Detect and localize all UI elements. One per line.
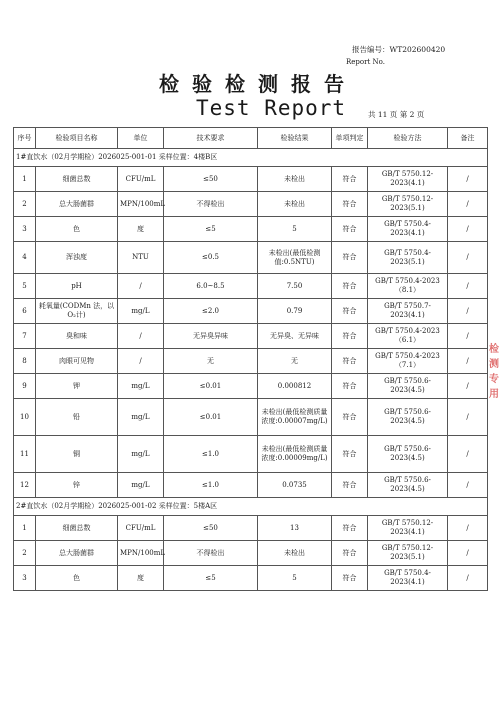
cell-method: GB/T 5750.6-2023(4.5) <box>368 473 448 498</box>
cell-method: GB/T 5750.12-2023(5.1) <box>368 541 448 566</box>
cell-method: GB/T 5750.4-2023(4.1) <box>368 566 448 591</box>
cell-unit: 度 <box>118 566 164 591</box>
cell-req: ≤1.0 <box>164 436 258 473</box>
table-row <box>14 473 488 498</box>
cell-note: / <box>448 167 488 192</box>
cell-method: GB/T 5750.4-2023(5.1) <box>368 242 448 274</box>
cell-result: 13 <box>258 516 332 541</box>
table-row <box>14 399 488 436</box>
cell-req: ≤5 <box>164 566 258 591</box>
cell-result: 未检出(最低检测质量浓度:0.00007mg/L) <box>258 399 332 436</box>
cell-note: / <box>448 324 488 349</box>
cell-req: ≤0.01 <box>164 399 258 436</box>
col-header: 技术要求 <box>164 128 258 149</box>
cell-unit: / <box>118 274 164 299</box>
cell-no: 3 <box>14 217 36 242</box>
section-row <box>14 149 488 167</box>
cell-method: GB/T 5750.4-2023（6.1） <box>368 324 448 349</box>
results-table <box>13 127 488 591</box>
cell-judge: 符合 <box>332 516 368 541</box>
table-row <box>14 516 488 541</box>
cell-req: 不得检出 <box>164 192 258 217</box>
col-header: 序号 <box>14 128 36 149</box>
cell-item: 锌 <box>36 473 118 498</box>
cell-no: 1 <box>14 516 36 541</box>
cell-result: 未检出(最低检测值:0.5NTU) <box>258 242 332 274</box>
cell-judge: 符合 <box>332 436 368 473</box>
cell-req: ≤0.5 <box>164 242 258 274</box>
cell-note: / <box>448 349 488 374</box>
cell-unit: MPN/100mL <box>118 541 164 566</box>
table-header-row <box>14 128 488 149</box>
table-row <box>14 167 488 192</box>
cell-judge: 符合 <box>332 541 368 566</box>
table-row <box>14 324 488 349</box>
cell-result: 未检出 <box>258 192 332 217</box>
table-row <box>14 541 488 566</box>
cell-method: GB/T 5750.4-2023(4.1) <box>368 217 448 242</box>
cell-no: 6 <box>14 299 36 324</box>
cell-unit: mg/L <box>118 399 164 436</box>
cell-judge: 符合 <box>332 274 368 299</box>
table-row <box>14 566 488 591</box>
cell-no: 5 <box>14 274 36 299</box>
cell-no: 1 <box>14 167 36 192</box>
cell-method: GB/T 5750.6-2023(4.5) <box>368 399 448 436</box>
cell-judge: 符合 <box>332 473 368 498</box>
cell-no: 4 <box>14 242 36 274</box>
cell-unit: 度 <box>118 217 164 242</box>
cell-note: / <box>448 473 488 498</box>
cell-no: 12 <box>14 473 36 498</box>
section-label: 2#直饮水（02月学期检）2026025-001-02 采样位置：5楼A区 <box>14 498 488 516</box>
cell-unit: mg/L <box>118 299 164 324</box>
cell-judge: 符合 <box>332 374 368 399</box>
cell-result: 无异臭、无异味 <box>258 324 332 349</box>
cell-req: 无 <box>164 349 258 374</box>
seal-stamp: 检 测 专 用 <box>489 344 499 400</box>
cell-req: ≤2.0 <box>164 299 258 324</box>
page-indicator: 共 11 页 第 2 页 <box>368 110 425 119</box>
cell-item: 细菌总数 <box>36 516 118 541</box>
cell-item: 色 <box>36 566 118 591</box>
cell-judge: 符合 <box>332 566 368 591</box>
cell-note: / <box>448 436 488 473</box>
cell-unit: mg/L <box>118 374 164 399</box>
report-number: 报告编号：WT202600420 <box>352 45 446 54</box>
cell-method: GB/T 5750.12-2023(4.1) <box>368 516 448 541</box>
cell-method: GB/T 5750.12-2023(5.1) <box>368 192 448 217</box>
cell-result: 0.0735 <box>258 473 332 498</box>
cell-item: 浑浊度 <box>36 242 118 274</box>
cell-no: 9 <box>14 374 36 399</box>
cell-no: 7 <box>14 324 36 349</box>
cell-item: 色 <box>36 217 118 242</box>
cell-note: / <box>448 217 488 242</box>
cell-result: 5 <box>258 566 332 591</box>
cell-note: / <box>448 399 488 436</box>
cell-result: 7.50 <box>258 274 332 299</box>
cell-note: / <box>448 274 488 299</box>
cell-unit: mg/L <box>118 436 164 473</box>
table-row <box>14 436 488 473</box>
cell-note: / <box>448 192 488 217</box>
cell-item: 臭和味 <box>36 324 118 349</box>
cell-no: 2 <box>14 541 36 566</box>
cell-judge: 符合 <box>332 349 368 374</box>
table-row <box>14 349 488 374</box>
cell-note: / <box>448 299 488 324</box>
col-header: 备注 <box>448 128 488 149</box>
cell-unit: NTU <box>118 242 164 274</box>
cell-req: 不得检出 <box>164 541 258 566</box>
cell-note: / <box>448 541 488 566</box>
table-row <box>14 217 488 242</box>
cell-method: GB/T 5750.4-2023（7.1） <box>368 349 448 374</box>
section-label: 1#直饮水（02月学期检）2026025-001-01 采样位置：4楼B区 <box>14 149 488 167</box>
cell-unit: MPN/100mL <box>118 192 164 217</box>
cell-req: 6.0~8.5 <box>164 274 258 299</box>
cell-result: 0.79 <box>258 299 332 324</box>
cell-result: 无 <box>258 349 332 374</box>
cell-method: GB/T 5750.4-2023（8.1） <box>368 274 448 299</box>
cell-note: / <box>448 516 488 541</box>
cell-req: 无异臭异味 <box>164 324 258 349</box>
cell-method: GB/T 5750.7-2023(4.1) <box>368 299 448 324</box>
table-row <box>14 242 488 274</box>
cell-item: 铅 <box>36 399 118 436</box>
cell-no: 10 <box>14 399 36 436</box>
cell-item: 细菌总数 <box>36 167 118 192</box>
cell-item: 总大肠菌群 <box>36 192 118 217</box>
cell-result: 未检出 <box>258 541 332 566</box>
cell-judge: 符合 <box>332 192 368 217</box>
report-number-en-label: Report No. <box>346 58 385 66</box>
cell-judge: 符合 <box>332 324 368 349</box>
table-row <box>14 299 488 324</box>
cell-req: ≤0.01 <box>164 374 258 399</box>
cell-judge: 符合 <box>332 167 368 192</box>
cell-req: ≤1.0 <box>164 473 258 498</box>
cell-item: 总大肠菌群 <box>36 541 118 566</box>
cell-result: 5 <box>258 217 332 242</box>
cell-result: 未检出(最低检测质量浓度:0.00009mg/L) <box>258 436 332 473</box>
cell-note: / <box>448 374 488 399</box>
cell-result: 0.000812 <box>258 374 332 399</box>
cell-unit: mg/L <box>118 473 164 498</box>
cell-note: / <box>448 566 488 591</box>
cell-req: ≤50 <box>164 167 258 192</box>
cell-unit: CFU/mL <box>118 516 164 541</box>
cell-item: pH <box>36 274 118 299</box>
table-row <box>14 192 488 217</box>
cell-unit: / <box>118 349 164 374</box>
cell-req: ≤5 <box>164 217 258 242</box>
col-header: 单位 <box>118 128 164 149</box>
cell-no: 2 <box>14 192 36 217</box>
cell-unit: / <box>118 324 164 349</box>
cell-judge: 符合 <box>332 217 368 242</box>
cell-unit: CFU/mL <box>118 167 164 192</box>
col-header: 单项判定 <box>332 128 368 149</box>
cell-method: GB/T 5750.6-2023(4.5) <box>368 374 448 399</box>
section-row <box>14 498 488 516</box>
cell-no: 11 <box>14 436 36 473</box>
report-title-en: Test Report <box>196 96 347 120</box>
cell-note: / <box>448 242 488 274</box>
cell-method: GB/T 5750.12-2023(4.1) <box>368 167 448 192</box>
cell-item: 耗氧量(CODMn 法，以 O₂计) <box>36 299 118 324</box>
col-header: 检验方法 <box>368 128 448 149</box>
table-row <box>14 274 488 299</box>
table-row <box>14 374 488 399</box>
col-header: 检验结果 <box>258 128 332 149</box>
cell-result: 未检出 <box>258 167 332 192</box>
cell-item: 肉眼可见物 <box>36 349 118 374</box>
report-title-cn: 检验检测报告 <box>159 72 357 96</box>
cell-method: GB/T 5750.6-2023(4.5) <box>368 436 448 473</box>
cell-item: 铜 <box>36 436 118 473</box>
cell-judge: 符合 <box>332 299 368 324</box>
cell-no: 8 <box>14 349 36 374</box>
cell-judge: 符合 <box>332 242 368 274</box>
cell-req: ≤50 <box>164 516 258 541</box>
cell-judge: 符合 <box>332 399 368 436</box>
cell-no: 3 <box>14 566 36 591</box>
cell-item: 钾 <box>36 374 118 399</box>
col-header: 检验项目名称 <box>36 128 118 149</box>
